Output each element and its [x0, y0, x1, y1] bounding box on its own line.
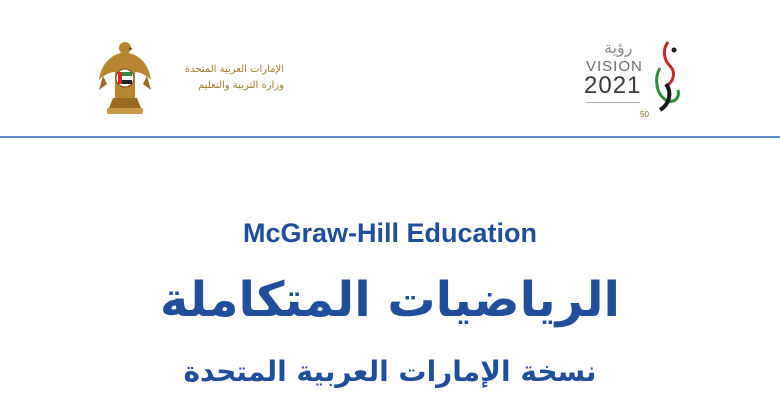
vision-arabic-label: رؤية [604, 38, 633, 57]
book-edition: نسخة الإمارات العربية المتحدة [183, 355, 597, 388]
header-divider [0, 136, 780, 138]
uae-emblem-icon [97, 38, 153, 118]
ministry-department: وزارة التربية والتعليم [198, 80, 284, 91]
ministry-country: الإمارات العربية المتحدة [184, 64, 284, 75]
vision-2021-logo [586, 38, 686, 122]
vision-calligraphy-icon [646, 38, 686, 114]
vision-fifty-label: 50 [640, 110, 649, 119]
book-title: الرياضيات المتكاملة [160, 272, 620, 328]
vision-year: 2021 [584, 72, 642, 99]
publisher-name: McGraw-Hill Education [242, 218, 538, 248]
vision-caption-line [586, 102, 640, 111]
vision-word: VISION [586, 58, 643, 75]
ministry-name [168, 62, 284, 94]
page-header [0, 0, 780, 136]
